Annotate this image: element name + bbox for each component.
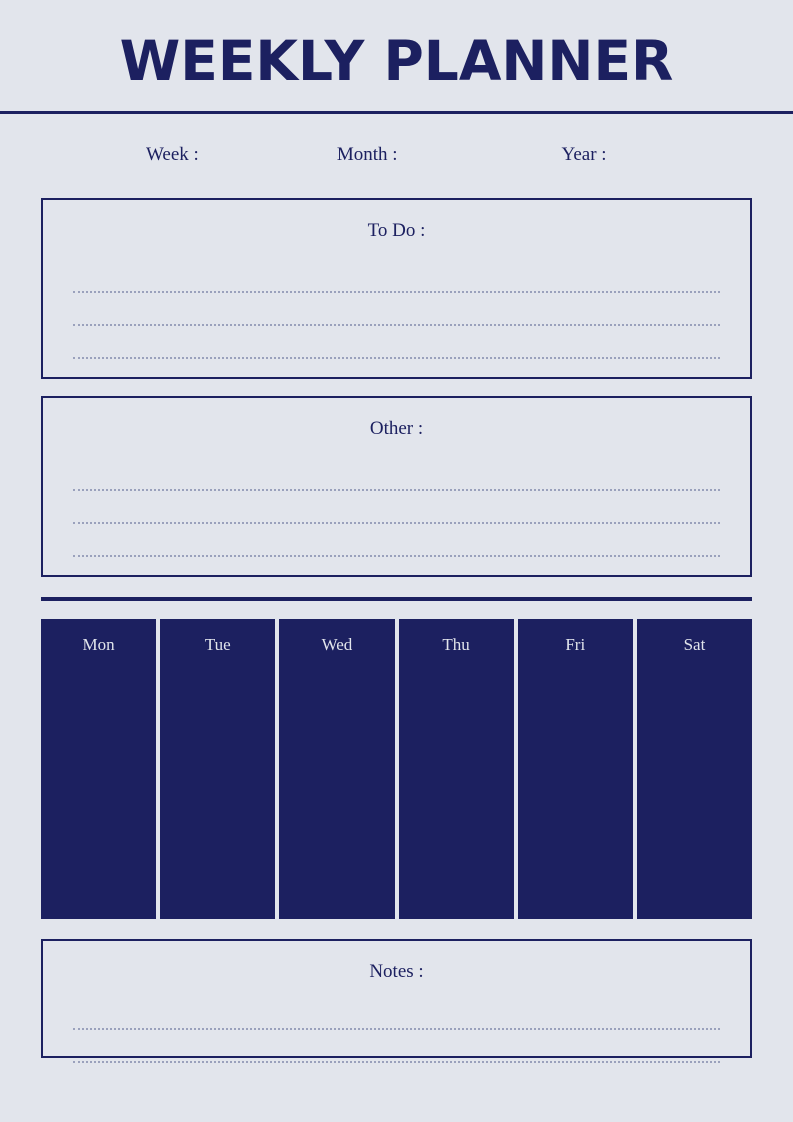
year-label: Year :: [561, 144, 607, 165]
title-block: [0, 0, 793, 93]
notes-label: Notes :: [369, 961, 424, 982]
other-lines[interactable]: [43, 440, 750, 557]
week-label: Week :: [146, 144, 199, 165]
notes-section[interactable]: [41, 939, 752, 1058]
day-column-mon[interactable]: [41, 619, 156, 919]
write-line[interactable]: [73, 458, 720, 491]
day-column-wed[interactable]: [279, 619, 394, 919]
title-divider: [0, 111, 793, 114]
day-column-sat[interactable]: [637, 619, 752, 919]
day-label: Mon: [82, 635, 115, 654]
write-line[interactable]: [73, 1030, 720, 1063]
meta-row: [0, 144, 793, 166]
write-line[interactable]: [73, 260, 720, 293]
month-label: Month :: [336, 144, 398, 165]
year-field[interactable]: [562, 144, 607, 166]
day-column-tue[interactable]: [160, 619, 275, 919]
page-title: WEEKLY PLANNER: [119, 29, 674, 93]
section-divider: [41, 597, 752, 601]
write-line[interactable]: [73, 326, 720, 359]
day-column-thu[interactable]: [399, 619, 514, 919]
month-field[interactable]: [337, 144, 398, 166]
days-grid: [41, 619, 752, 919]
write-line[interactable]: [73, 491, 720, 524]
todo-label: To Do :: [367, 220, 426, 241]
day-label: Sat: [683, 635, 706, 654]
write-line[interactable]: [73, 293, 720, 326]
day-label: Fri: [565, 635, 586, 654]
notes-lines[interactable]: [43, 983, 750, 1063]
write-line[interactable]: [73, 524, 720, 557]
todo-lines[interactable]: [43, 242, 750, 359]
week-field[interactable]: [146, 144, 199, 166]
other-label: Other :: [369, 418, 424, 439]
write-line[interactable]: [73, 997, 720, 1030]
day-label: Wed: [321, 635, 353, 654]
day-column-fri[interactable]: [518, 619, 633, 919]
todo-section[interactable]: [41, 198, 752, 379]
other-section[interactable]: [41, 396, 752, 577]
day-label: Thu: [442, 635, 470, 654]
page-footer-space: [0, 1058, 793, 1092]
day-label: Tue: [204, 635, 231, 654]
